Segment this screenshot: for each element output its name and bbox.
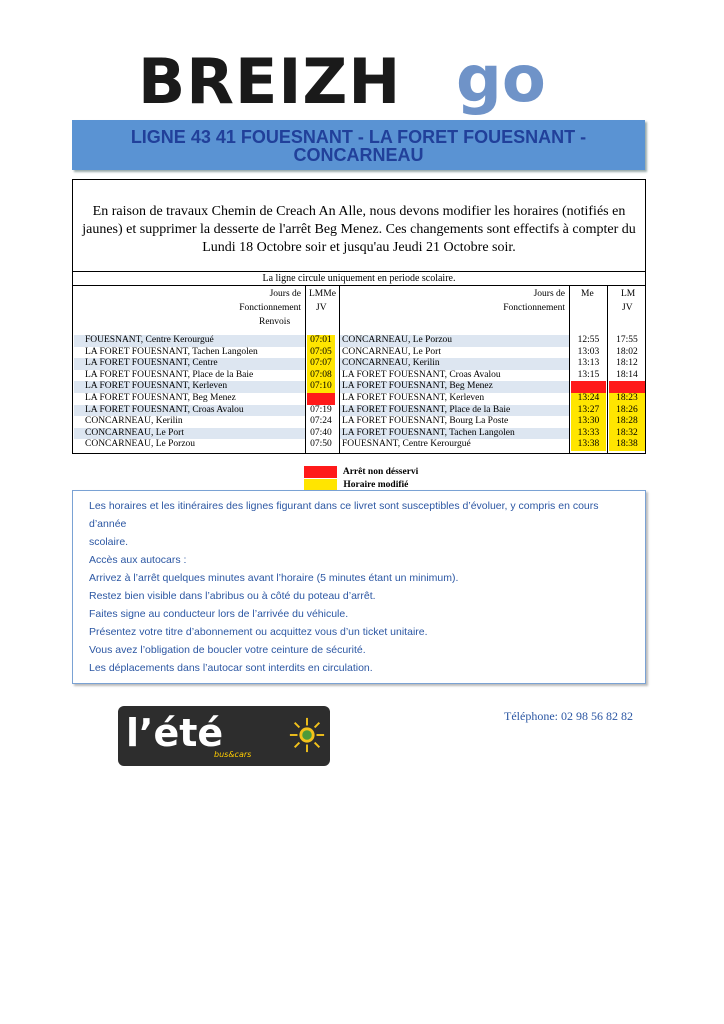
info-line: Les horaires et les itinéraires des lignes figurant dans ce livret sont susceptibles d’évoluer, y compris en cours d’année [89, 500, 599, 530]
left-stop-name: LA FORET FOUESNANT, Centre [85, 358, 218, 369]
left-stop-name: LA FORET FOUESNANT, Place de la Baie [85, 369, 254, 380]
right-time-me [571, 381, 606, 393]
info-line: scolaire. [89, 536, 129, 548]
left-time-cell: 07:50 [310, 439, 332, 450]
breizhgo-logo [138, 40, 578, 124]
info-line: Faites signe au conducteur lors de l’arrivée du véhicule. [89, 608, 349, 620]
phone-number: Téléphone: 02 98 56 82 82 [504, 709, 633, 723]
left-stop-name: LA FORET FOUESNANT, Tachen Langolen [85, 346, 258, 357]
line-title-2: CONCARNEAU [293, 145, 424, 165]
left-time-cell: 07:10 [307, 381, 335, 393]
left-stop-name: LA FORET FOUESNANT, Croas Avalou [85, 404, 244, 415]
right-stop-name: CONCARNEAU, Le Port [342, 346, 441, 357]
left-col-jv: JV [316, 303, 327, 313]
left-stop-name: LA FORET FOUESNANT, Kerleven [85, 381, 228, 392]
operator-sub: bus&cars [214, 750, 252, 759]
right-time-lmjv: 18:12 [616, 358, 638, 369]
line-title-banner [72, 120, 645, 170]
right-stop-name: LA FORET FOUESNANT, Place de la Baie [342, 404, 511, 415]
passenger-info-box [72, 490, 646, 684]
left-col-lmme: LMMe [309, 289, 336, 299]
right-col-lm: LM [621, 289, 636, 299]
left-stop-name: LA FORET FOUESNANT, Beg Menez [85, 393, 236, 403]
left-time-cell: 07:07 [307, 358, 335, 370]
info-line: Présentez votre titre d’abonnement ou acquittez vous d’un ticket unitaire. [89, 626, 428, 638]
right-stop-name: CONCARNEAU, Le Porzou [342, 335, 453, 345]
right-stop-name: LA FORET FOUESNANT, Bourg La Poste [342, 416, 509, 427]
right-time-lmjv [609, 381, 645, 393]
right-time-me: 13:03 [577, 346, 600, 357]
right-stop-name: LA FORET FOUESNANT, Tachen Langolen [342, 427, 515, 438]
right-time-me: 13:30 [571, 416, 606, 428]
left-time-cell: 07:40 [310, 427, 332, 438]
timetable [72, 271, 646, 454]
renvois-label: Renvois [259, 317, 291, 327]
right-time-me: 13:38 [571, 439, 606, 451]
right-time-me: 13:27 [571, 405, 606, 417]
right-time-me: 13:24 [571, 393, 606, 405]
left-stop-name: CONCARNEAU, Le Porzou [85, 439, 196, 450]
info-line: Accès aux autocars : [89, 554, 187, 566]
left-time-cell: 07:01 [307, 335, 335, 347]
right-time-lmjv: 18:14 [616, 369, 638, 380]
right-time-lmjv: 17:55 [616, 335, 638, 345]
left-time-cell: 07:05 [307, 347, 335, 359]
right-time-lmjv: 18:28 [609, 416, 645, 428]
sun-icon [288, 716, 326, 754]
right-stop-name: CONCARNEAU, Kerilin [342, 358, 440, 369]
legend [304, 466, 418, 492]
left-stop-name: CONCARNEAU, Le Port [85, 427, 184, 438]
left-stop-name: CONCARNEAU, Kerilin [85, 416, 183, 427]
left-days-label-2: Fonctionnement [239, 303, 301, 313]
right-time-lmjv: 18:38 [609, 439, 645, 451]
left-time-cell: 07:19 [310, 404, 332, 415]
left-time-cell: 07:08 [307, 370, 335, 382]
operator-name: l’été [126, 711, 224, 755]
right-stop-name: LA FORET FOUESNANT, Croas Avalou [342, 369, 501, 380]
info-line: Vous avez l’obligation de boucler votre ceinture de sécurité. [89, 644, 366, 656]
legend-removed-label: Arrêt non désservi [342, 467, 419, 478]
school-period-note: La ligne circule uniquement en periode scolaire. [73, 272, 645, 286]
line-title-1: LIGNE 43 41 FOUESNANT - LA FORET FOUESNANT - [130, 127, 587, 147]
works-notice: En raison de travaux Chemin de Creach An Alle, nous devons modifier les horaires (notifiés en jaunes) et supprimer la desserte de l'arrêt Beg Menez. Ces changements sont effectifs à compter du Lundi 18 Octobre soir et jusqu'au Jeudi 21 Octobre soir. [72, 179, 646, 271]
right-stop-name: FOUESNANT, Centre Kerourgué [342, 439, 471, 450]
info-line: Les déplacements dans l’autocar sont interdits en circulation. [89, 662, 373, 674]
right-stop-name: LA FORET FOUESNANT, Kerleven [342, 393, 485, 403]
right-days-label-1: Jours de [533, 289, 565, 299]
right-time-lmjv: 18:23 [609, 393, 645, 405]
right-time-me: 13:33 [571, 428, 606, 440]
left-time-cell [307, 393, 335, 405]
operator-logo [118, 706, 330, 766]
legend-modified-label: Horaire modifié [343, 480, 409, 491]
logo-text-breizh: BREIZH [138, 45, 402, 118]
right-time-me: 12:55 [577, 335, 600, 345]
right-col-me: Me [581, 289, 594, 299]
left-stop-name: FOUESNANT, Centre Kerourgué [85, 335, 214, 345]
right-col-jv: JV [622, 303, 633, 313]
right-time-me: 13:15 [577, 369, 600, 380]
right-stop-name: LA FORET FOUESNANT, Beg Menez [342, 381, 493, 392]
legend-removed [304, 466, 418, 478]
right-time-lmjv: 18:26 [609, 405, 645, 417]
right-days-label-2: Fonctionnement [503, 303, 565, 313]
legend-removed-swatch [304, 466, 337, 478]
right-time-lmjv: 18:02 [616, 346, 638, 357]
logo-text-go: go [456, 43, 546, 117]
left-time-cell: 07:24 [310, 416, 332, 427]
info-line: Arrivez à l’arrêt quelques minutes avant l’horaire (5 minutes étant un minimum). [89, 572, 459, 584]
info-line: Restez bien visible dans l’abribus ou à côté du poteau d’arrêt. [89, 590, 376, 602]
right-time-me: 13:13 [577, 358, 600, 369]
left-days-label-1: Jours de [269, 289, 301, 299]
right-time-lmjv: 18:32 [609, 428, 645, 440]
